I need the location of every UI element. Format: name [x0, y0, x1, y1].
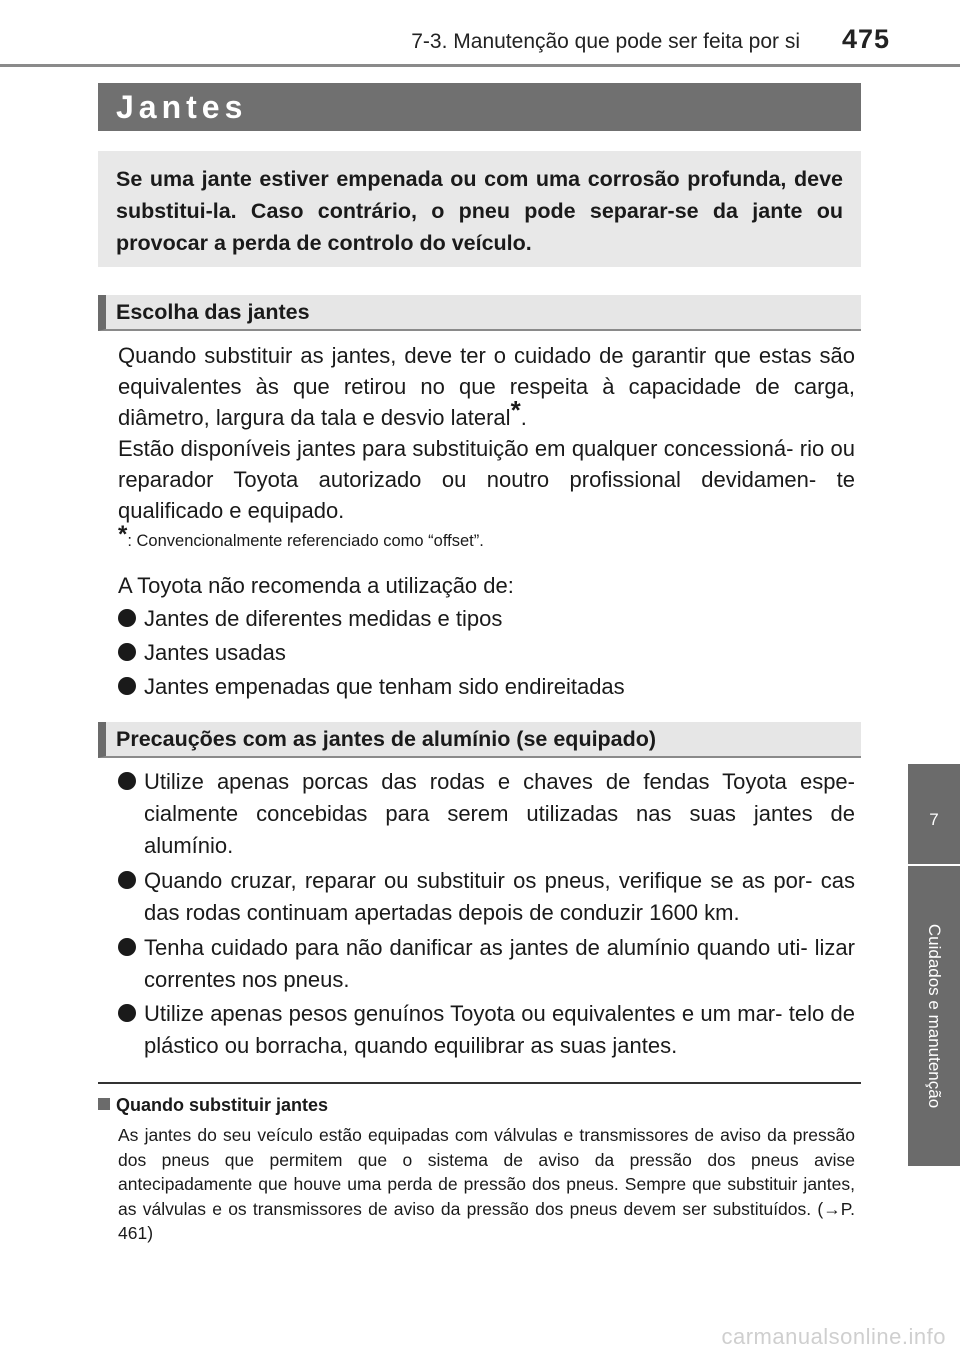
section-title: 7-3. Manutenção que pode ser feita por si [411, 30, 800, 53]
availability-text: Estão disponíveis jantes para substituição em qualquer concessioná- rio ou reparador Toyota autorizado ou noutro profissional devidamen- te qualificado e equipado. [118, 436, 855, 523]
section-heading-text: Precauções com as jantes de alumínio (se equipado) [116, 727, 657, 751]
intro-text: Se uma jante estiver empenada ou com uma corrosão profunda, deve substitui-la. Caso contrário, o pneu pode separar-se da jante ou provocar a perda de controlo do veículo. [116, 167, 843, 255]
list-item: Quando cruzar, reparar ou substituir os pneus, verifique se as por- cas das rodas continuam apertadas depois de conduzir 1600 km. [118, 865, 855, 929]
square-bullet-icon [98, 1098, 110, 1110]
note-heading [98, 1095, 328, 1116]
list-item: Utilize apenas porcas das rodas e chaves de fendas Toyota espe- cialmente concebidas para serem utilizadas nas suas jantes de alumínio. [118, 766, 855, 862]
header-divider [0, 64, 960, 67]
list-item: Jantes empenadas que tenham sido endireitadas [118, 671, 855, 703]
footnote [118, 521, 484, 551]
chapter-tab-number [908, 764, 960, 864]
paragraph-period: . [520, 405, 527, 430]
list-item: Jantes usadas [118, 637, 855, 669]
note-divider [98, 1082, 861, 1084]
watermark: carmanualsonline.info [721, 1324, 946, 1349]
page-header [0, 0, 960, 70]
section-heading-choice [98, 295, 861, 331]
chapter-number: 7 [929, 810, 939, 829]
bullet-icon [118, 772, 136, 790]
bullet-icon [118, 1004, 136, 1022]
note-heading-text: Quando substituir jantes [116, 1095, 329, 1115]
intro-box [98, 151, 861, 267]
list-item: Utilize apenas pesos genuínos Toyota ou equivalentes e um mar- telo de plástico ou borracha, quando equilibrar as suas jantes. [118, 998, 855, 1062]
chapter-title: Cuidados e manutenção [925, 923, 944, 1109]
page-title: Jantes [116, 89, 248, 125]
bullet-icon [118, 643, 136, 661]
note-body: As jantes do seu veículo estão equipadas com válvulas e transmissores de aviso da pressão dos pneus que permitem que o sistema de aviso da pressão dos pneus avise antecipadamente que houve uma perda de pressão dos pneus. Sempre que substituir jantes, as válvulas e os transmissores de aviso da pressão dos pneus devem ser substituídos. (→P. 461) [118, 1125, 855, 1243]
list-item: Jantes de diferentes medidas e tipos [118, 603, 855, 635]
recommendation-lead: A Toyota não recomenda a utilização de: [118, 573, 514, 598]
bullet-icon [118, 938, 136, 956]
section-heading-aluminium [98, 722, 861, 758]
section-heading-text: Escolha das jantes [116, 300, 310, 324]
bullet-icon [118, 871, 136, 889]
bullet-icon [118, 677, 136, 695]
chapter-tab-title [908, 866, 960, 1166]
footnote-star: * [118, 521, 128, 548]
paragraph-text: Quando substituir as jantes, deve ter o cuidado de garantir que estas são equivalentes às que retirou no que respeita à capacidade de carga, diâmetro, largura da tala e desvio lateral [118, 343, 855, 430]
wheel-choice-paragraph [118, 340, 855, 526]
list-item: Tenha cuidado para não danificar as jantes de alumínio quando uti- lizar correntes nos pneus. [118, 932, 855, 996]
page-title-bar [98, 83, 861, 131]
footnote-text: : Convencionalmente referenciado como “offset”. [127, 532, 484, 550]
page-number: 475 [841, 24, 890, 54]
footnote-marker: * [510, 395, 521, 425]
bullet-icon [118, 609, 136, 627]
